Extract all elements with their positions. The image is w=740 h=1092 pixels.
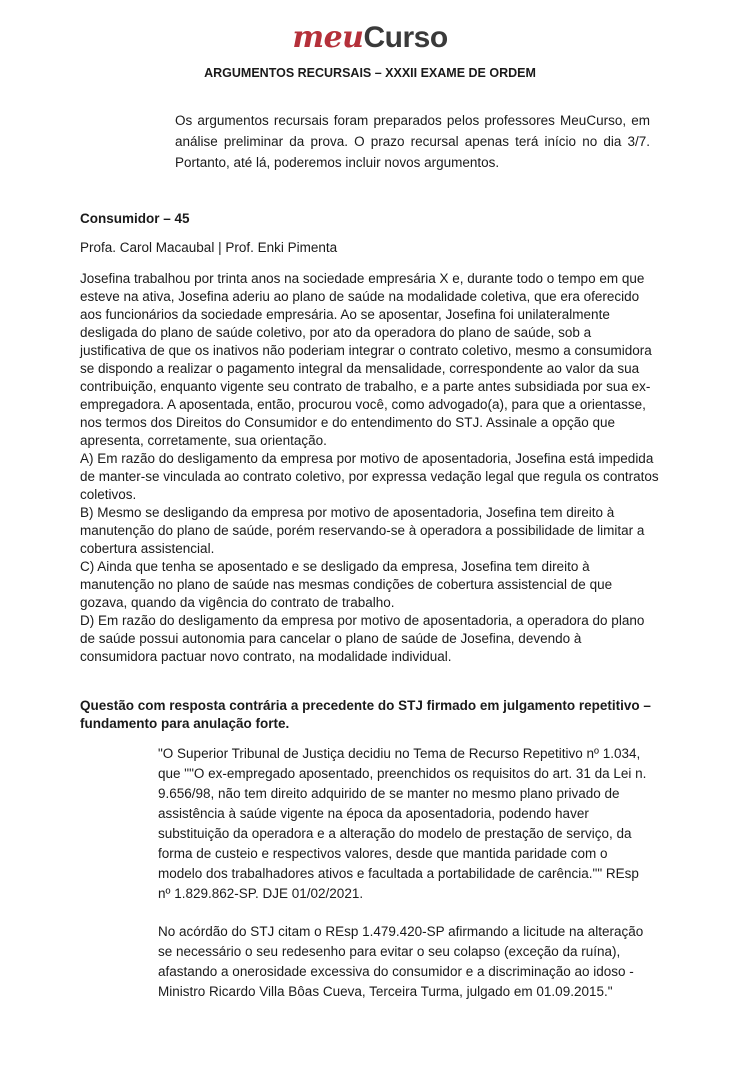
logo-part-curso: Curso xyxy=(363,21,448,54)
quote-paragraph: "O Superior Tribunal de Justiça decidiu no Tema de Recurso Repetitivo nº 1.034, que ""O ex-empregado aposentado, preenchidos os requisitos do art. 31 da Lei n. 9.656/98, não tem direito adquirido de se manter no mesmo plano privado de assistência à saúde vigente na época da aposentadoria, podendo haver substituição da operadora e a alteração do modelo de prestação de serviço, da forma de custeio e respectivos valores, desde que mantida paridade com o modelo dos trabalhadores ativos e facultada a portabilidade de carência."" REsp nº 1.829.862-SP. DJE 01/02/2021. xyxy=(158,746,647,901)
brand-logo xyxy=(0,20,740,55)
document-title: ARGUMENTOS RECURSAIS – XXXII EXAME DE ORDEM xyxy=(204,66,536,80)
question-statement: Josefina trabalhou por trinta anos na sociedade empresária X e, durante todo o tempo em que esteve na ativa, Josefina aderiu ao plano de saúde na modalidade coletiva, que era oferecido aos funcionários da sociedade empresária. Ao se aposentar, Josefina foi unilateralmente desligada do plano de saúde coletivo, por ato da operadora do plano de saúde, sob a justificativa de que os inativos não poderiam integrar o contrato coletivo, mesmo a consumidora se dispondo a realizar o pagamento integral da mensalidade, correspondente ao valor da sua contribuição, enquanto vigente seu contrato de trabalho, e a parte antes subsidiada por sua ex-empregadora. A aposentada, então, procurou você, como advogado(a), para que a orientasse, nos termos dos Direitos do Consumidor e do entendimento do STJ. Assinale a opção que apresenta, corretamente, sua orientação. xyxy=(80,271,652,448)
intro-paragraph: Os argumentos recursais foram preparados pelos professores MeuCurso, em análise preliminar da prova. O prazo recursal apenas terá início no dia 3/7. Portanto, até lá, poderemos incluir novos argumentos. xyxy=(175,113,650,170)
quote-paragraph: No acórdão do STJ citam o REsp 1.479.420-SP afirmando a licitude na alteração se necessário o seu redesenho para evitar o seu colapso (exceção da ruína), afastando a onerosidade excessiva do consumidor e a discriminação ao idoso - Ministro Ricardo Villa Bôas Cueva, Terceira Turma, julgado em 01.09.2015." xyxy=(158,924,644,999)
section-heading: Consumidor – 45 xyxy=(80,211,190,226)
question-block xyxy=(80,270,660,666)
option-a: A) Em razão do desligamento da empresa por motivo de aposentadoria, Josefina está impedida de manter-se vinculada ao contrato coletivo, por expressa vedação legal que regula os contratos coletivos. xyxy=(80,451,659,502)
authors-line: Profa. Carol Macaubal | Prof. Enki Pimenta xyxy=(80,240,338,255)
option-c: C) Ainda que tenha se aposentado e se desligado da empresa, Josefina tem direito à manutenção no plano de saúde nas mesmas condições de cobertura assistencial de que gozava, quando da vigência do contrato de trabalho. xyxy=(80,559,613,610)
option-d: D) Em razão do desligamento da empresa por motivo de aposentadoria, a operadora do plano de saúde possui autonomia para cancelar o plano de saúde de Josefina, devendo à consumidora pactuar novo contrato, na modalidade individual. xyxy=(80,613,645,664)
logo-part-meu: meu xyxy=(292,20,364,55)
option-b: B) Mesmo se desligando da empresa por motivo de aposentadoria, Josefina tem direito à manutenção do plano de saúde, porém reservando-se à operadora a possibilidade de limitar a cobertura assistencial. xyxy=(80,505,645,556)
quote-block xyxy=(158,744,648,1020)
argument-heading: Questão com resposta contrária a precedente do STJ firmado em julgamento repetitivo – fundamento para anulação forte. xyxy=(80,698,651,731)
